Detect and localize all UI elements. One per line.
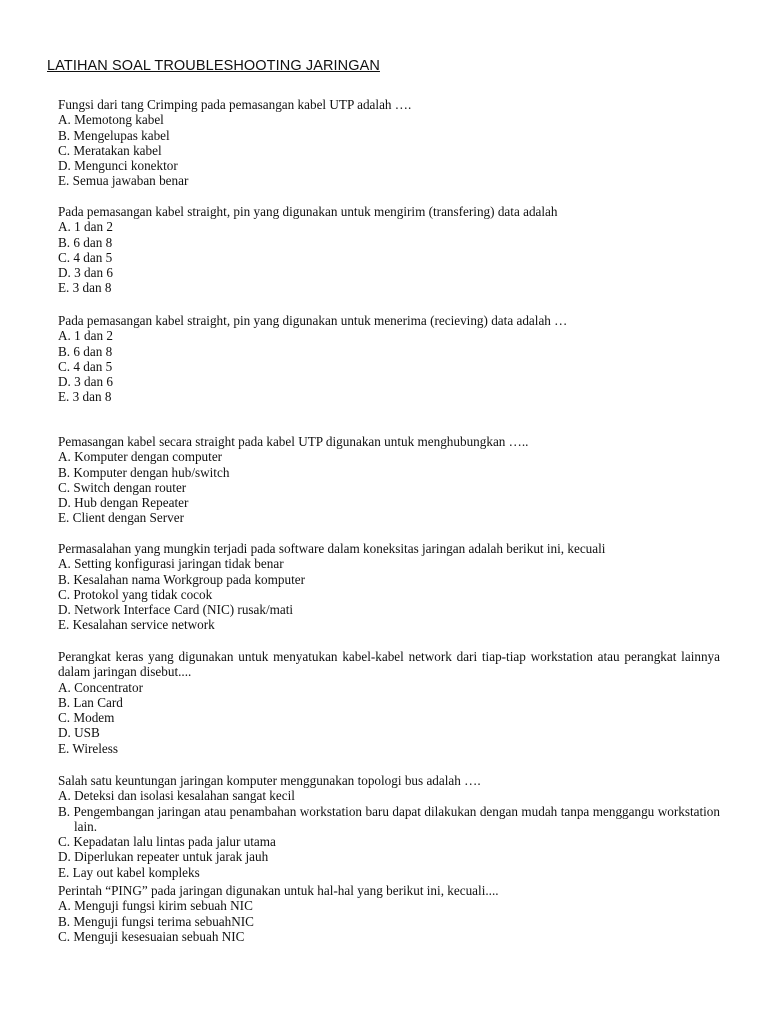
answer-option: D. Mengunci konektor xyxy=(58,158,178,174)
answer-option: C. Protokol yang tidak cocok xyxy=(58,586,213,602)
answer-option: B. 6 dan 8 xyxy=(58,234,113,250)
answer-option: A. Memotong kabel xyxy=(58,112,164,128)
answer-option: E. 3 dan 8 xyxy=(58,389,112,405)
answer-option: D. Network Interface Card (NIC) rusak/mati xyxy=(58,602,294,618)
answer-option: E. Client dengan Server xyxy=(58,510,184,526)
question-stem: Fungsi dari tang Crimping pada pemasangan kabel UTP adalah …. xyxy=(58,97,412,112)
question-5 xyxy=(58,541,720,633)
answer-option: D. 3 dan 6 xyxy=(58,265,113,281)
answer-option: C. Menguji kesesuaian sebuah NIC xyxy=(58,928,245,944)
answer-option: A. Komputer dengan computer xyxy=(58,449,223,465)
question-8 xyxy=(58,883,720,944)
answer-option: D. USB xyxy=(58,725,100,741)
answer-option: D. 3 dan 6 xyxy=(58,374,113,390)
answer-option: A. Concentrator xyxy=(58,679,143,695)
question-2 xyxy=(58,204,720,296)
answer-option: A. Setting konfigurasi jaringan tidak benar xyxy=(58,556,284,572)
question-3 xyxy=(58,313,720,405)
question-6 xyxy=(58,649,720,756)
answer-option: B. 6 dan 8 xyxy=(58,343,113,359)
question-stem: Perangkat keras yang digunakan untuk menyatukan kabel-kabel network dari tiap-tiap workstation atau perangkat lainnya dalam jaringan disebut.... xyxy=(58,649,720,680)
answer-option: C. Meratakan kabel xyxy=(58,142,162,158)
answer-option: A. 1 dan 2 xyxy=(58,328,113,344)
answer-option: B. Kesalahan nama Workgroup pada komputer xyxy=(58,571,305,587)
answer-option: D. Hub dengan Repeater xyxy=(58,495,189,511)
question-stem: Pada pemasangan kabel straight, pin yang digunakan untuk mengirim (transfering) data adalah xyxy=(58,204,558,219)
answer-option: E. Wireless xyxy=(58,740,119,756)
question-stem: Salah satu keuntungan jaringan komputer menggunakan topologi bus adalah …. xyxy=(58,773,481,788)
answer-option: E. Lay out kabel kompleks xyxy=(58,864,200,880)
answer-option: A. 1 dan 2 xyxy=(58,219,113,235)
question-1 xyxy=(58,97,720,189)
answer-option: B. Menguji fungsi terima sebuahNIC xyxy=(58,913,254,929)
question-stem: Pada pemasangan kabel straight, pin yang digunakan untuk menerima (recieving) data adalah … xyxy=(58,313,568,328)
question-stem: Pemasangan kabel secara straight pada kabel UTP digunakan untuk menghubungkan ….. xyxy=(58,434,529,449)
question-7 xyxy=(58,773,720,880)
answer-option: E. Kesalahan service network xyxy=(58,617,215,633)
answer-option: A. Menguji fungsi kirim sebuah NIC xyxy=(58,898,253,914)
answer-option: C. Kepadatan lalu lintas pada jalur utama xyxy=(58,834,276,850)
answer-option: E. 3 dan 8 xyxy=(58,280,112,296)
answer-option: C. Modem xyxy=(58,710,115,726)
answer-option: E. Semua jawaban benar xyxy=(58,173,189,189)
answer-option: D. Diperlukan repeater untuk jarak jauh xyxy=(58,849,269,865)
answer-option: A. Deteksi dan isolasi kesalahan sangat kecil xyxy=(58,788,295,804)
answer-option: B. Mengelupas kabel xyxy=(58,127,170,143)
question-4 xyxy=(58,434,720,526)
answer-option: B. Pengembangan jaringan atau penambahan workstation baru dapat dilakukan dengan mudah tanpa menggangu workstation lain. xyxy=(58,803,720,834)
answer-option: B. Komputer dengan hub/switch xyxy=(58,464,230,480)
answer-option: C. Switch dengan router xyxy=(58,479,187,495)
document-title: LATIHAN SOAL TROUBLESHOOTING JARINGAN xyxy=(47,58,380,74)
answer-option: C. 4 dan 5 xyxy=(58,358,113,374)
question-stem: Permasalahan yang mungkin terjadi pada software dalam koneksitas jaringan adalah berikut ini, kecuali xyxy=(58,541,606,556)
answer-option: C. 4 dan 5 xyxy=(58,249,113,265)
answer-option: B. Lan Card xyxy=(58,694,123,710)
question-stem: Perintah “PING” pada jaringan digunakan untuk hal-hal yang berikut ini, kecuali.... xyxy=(58,883,499,898)
